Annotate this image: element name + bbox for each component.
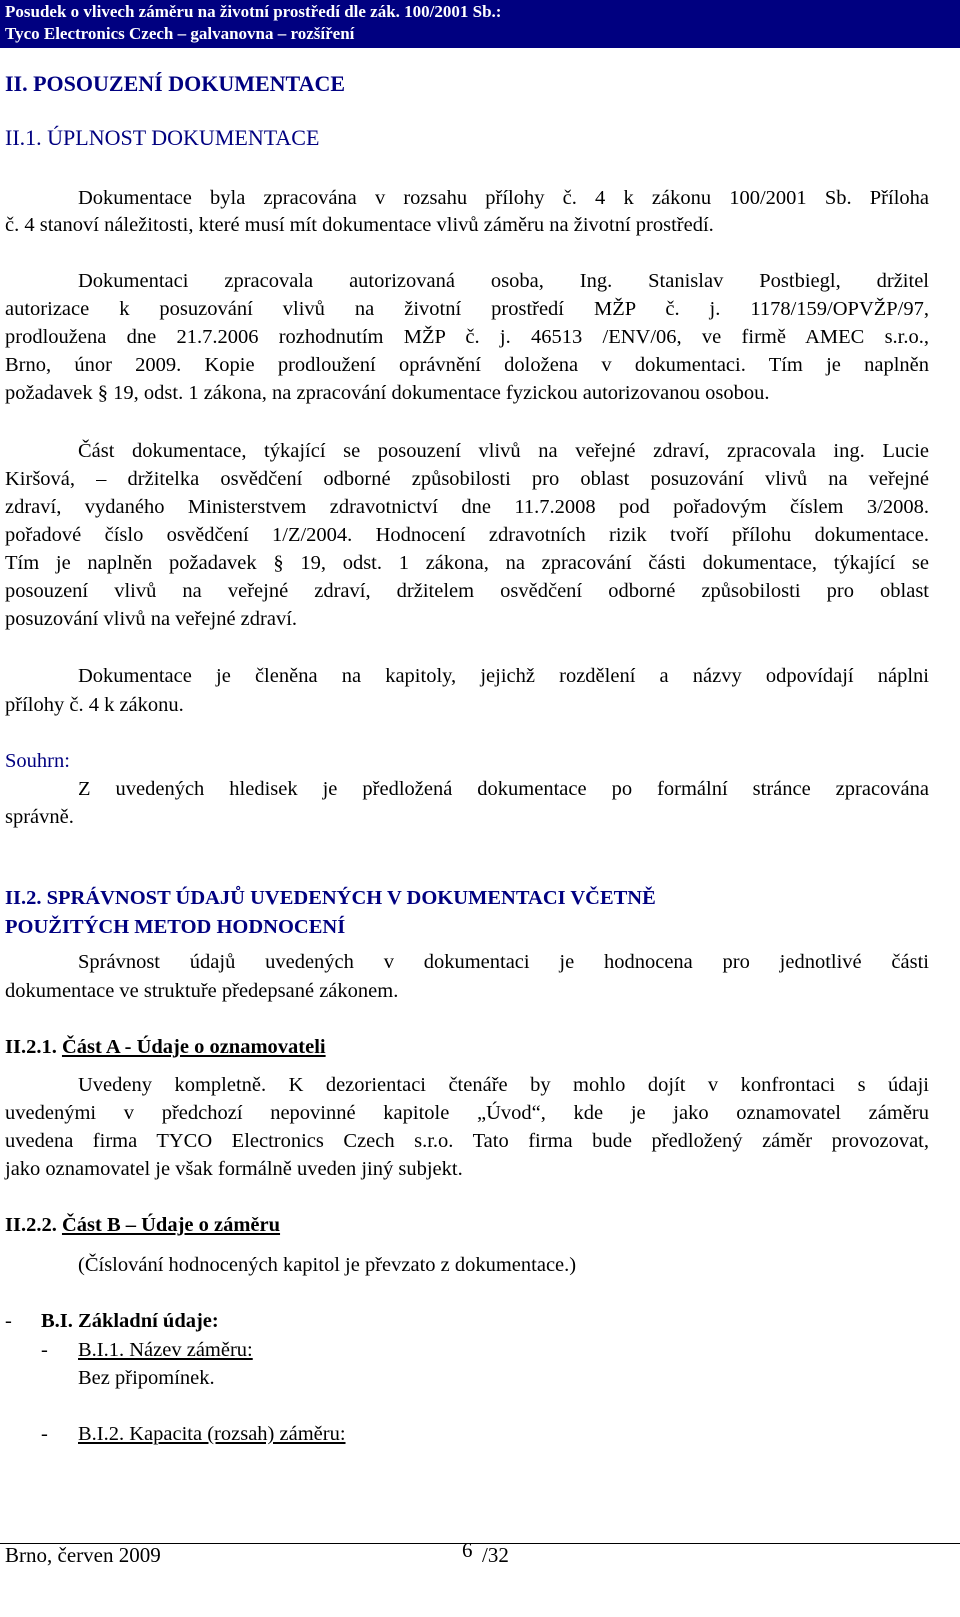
paragraph-line: Brno, únor 2009. Kopie prodloužení oprávnění doložena v dokumentaci. Tím je naplněn [5, 354, 929, 376]
section-number: II.2.2. [5, 1214, 57, 1236]
paragraph-line: dokumentace ve struktuře předepsané zákonem. [5, 980, 399, 1002]
paragraph-line: posouzení vlivů na veřejné zdraví, držitelem osvědčení odborné způsobilosti pro oblast [5, 580, 929, 602]
section-title: SPRÁVNOST ÚDAJŮ UVEDENÝCH V DOKUMENTACI VČETNĚ [46, 887, 656, 909]
paragraph-line: Část dokumentace, týkající se posouzení vlivů na veřejné zdraví, zpracovala ing. Lucie [78, 440, 929, 462]
list-item-text: Bez připomínek. [78, 1367, 215, 1389]
paragraph-line: prodloužena dne 21.7.2006 rozhodnutím MŽP č. j. 46513 /ENV/06, ve firmě AMEC s.r.o., [5, 326, 929, 348]
summary-line: správně. [5, 806, 74, 828]
list-item-title: B.I. Základní údaje: [41, 1310, 219, 1332]
paragraph-line: pořadové číslo osvědčení 1/Z/2004. Hodnocení zdravotních rizik tvoří přílohu dokumentace. [5, 524, 929, 546]
section-title-line-2: POUŽITÝCH METOD HODNOCENÍ [5, 916, 346, 938]
paragraph-line: zdraví, vydaného Ministerstvem zdravotnictví dne 11.7.2008 pod pořadovým číslem 3/2008. [5, 496, 929, 518]
paragraph-line: Tím je naplněn požadavek § 19, odst. 1 zákona, na zpracování části dokumentace, týkající se [5, 552, 929, 574]
paragraph-line: posuzování vlivů na veřejné zdraví. [5, 608, 298, 630]
paragraph-line: Dokumentace byla zpracována v rozsahu přílohy č. 4 k zákonu 100/2001 Sb. Příloha [78, 187, 929, 209]
section-heading-ii-1: II.1. ÚPLNOST DOKUMENTACE [5, 125, 320, 150]
paragraph-line: uvedenými v předchozí nepovinné kapitole „Úvod“, kde je jako oznamovatel záměru [5, 1102, 929, 1124]
paragraph-line: (Číslování hodnocených kapitol je převzato z dokumentace.) [78, 1254, 577, 1276]
list-item-title: B.I.1. Název záměru: [78, 1339, 253, 1361]
paragraph-line: Uvedeny kompletně. K dezorientaci čtenáře by mohlo dojít v konfrontaci s údaji [78, 1074, 929, 1096]
section-heading-ii-2 [5, 884, 656, 912]
header-line-2: Tyco Electronics Czech – galvanovna – rozšíření [5, 24, 355, 43]
list-item-title: B.I.2. Kapacita (rozsah) záměru: [78, 1423, 346, 1445]
section-number: II.2.1. [5, 1036, 57, 1058]
paragraph-line: požadavek § 19, odst. 1 zákona, na zpracování dokumentace fyzickou autorizovanou osobou. [5, 382, 770, 404]
section-title: Část B – Údaje o záměru [61, 1214, 281, 1236]
page-header [0, 0, 960, 48]
paragraph-line: autorizace k posuzování vlivů na životní prostředí MŽP č. j. 1178/159/OPVŽP/97, [5, 298, 929, 320]
section-heading-ii-2-2 [5, 1211, 280, 1239]
section-heading-ii-2-1 [5, 1033, 326, 1061]
paragraph-line: jako oznamovatel je však formálně uveden jiný subjekt. [5, 1158, 463, 1180]
footer-place-date: Brno, červen 2009 [5, 1543, 161, 1567]
summary-line: Z uvedených hledisek je předložená dokumentace po formální stránce zpracována [78, 778, 929, 800]
paragraph-line: Správnost údajů uvedených v dokumentaci je hodnocena pro jednotlivé části [78, 951, 929, 973]
paragraph-line: č. 4 stanoví náležitosti, které musí mít dokumentace vlivů záměru na životní prostředí. [5, 214, 714, 236]
section-number: II.2. [5, 887, 42, 909]
paragraph-line: uvedena firma TYCO Electronics Czech s.r.o. Tato firma bude předložený záměr provozovat, [5, 1130, 929, 1152]
paragraph-line: Dokumentace je členěna na kapitoly, jejichž rozdělení a názvy odpovídají náplni [78, 665, 929, 687]
section-heading-ii: II. POSOUZENÍ DOKUMENTACE [5, 71, 346, 96]
list-dash: - [41, 1423, 48, 1445]
footer-page-number: 6 [462, 1538, 473, 1562]
list-dash: - [41, 1339, 48, 1361]
header-line-1: Posudek o vlivech záměru na životní prostředí dle zák. 100/2001 Sb.: [5, 2, 502, 21]
footer-page-total: /32 [482, 1543, 509, 1567]
paragraph-line: přílohy č. 4 k zákonu. [5, 694, 184, 716]
summary-label: Souhrn: [5, 750, 70, 772]
section-title: Část A - Údaje o oznamovateli [61, 1036, 326, 1058]
paragraph-line: Kiršová, – držitelka osvědčení odborné způsobilosti pro oblast posuzování vlivů na veřejné [5, 468, 929, 490]
paragraph-line: Dokumentaci zpracovala autorizovaná osoba, Ing. Stanislav Postbiegl, držitel [78, 270, 929, 292]
list-dash: - [5, 1310, 12, 1332]
